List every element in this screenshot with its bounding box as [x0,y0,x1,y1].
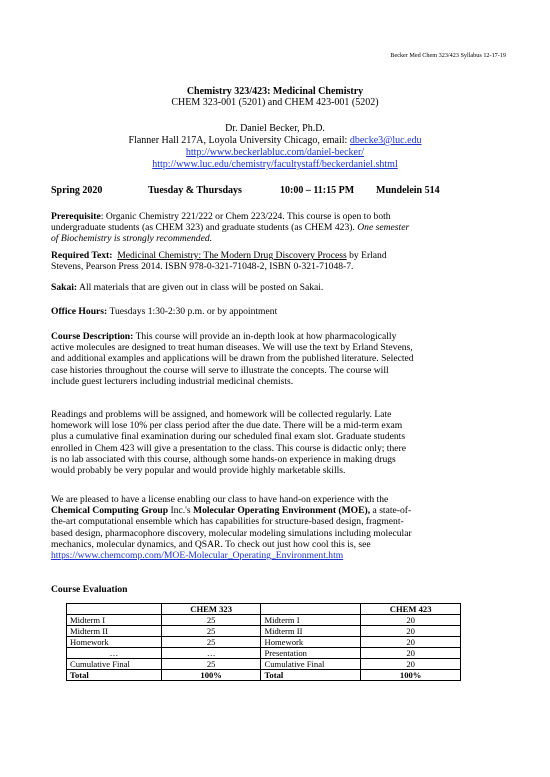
evaluation-table [66,603,461,681]
class-days: Tuesday & Thursdays [148,185,242,196]
instructor-url-2 [0,159,550,170]
table-row: Homework 25 Homework 20 [67,637,461,648]
ccg-name: Chemical Computing Group [51,505,169,517]
evaluation-heading: Course Evaluation [51,584,128,595]
class-time: 10:00 – 11:15 PM [280,185,355,196]
instructor-name: Dr. Daniel Becker, Ph.D. [225,123,325,134]
sakai-label: Sakai: [51,282,78,293]
table-row: Midterm I 25 Midterm I 20 [67,615,461,626]
required-text-label: Required Text: [51,250,113,261]
table-cell [67,604,162,615]
readings-paragraph: Readings and problems will be assigned, and homework will be collected regularly. Late homework will lose 10% per class period after the due date. There will be a mid-term exam plus a cumulative final examination during our scheduled final exam slot. Graduate students enrolled in Chem 423 will give a presentation to the class. This course is didactic only; there is no lab associated with this course, although some hands-on experience in making drugs would probably be very popular and would provide highly marketable skills. [51,409,406,477]
table-cell [261,604,361,615]
moe-name: Molecular Operating Environment (MOE), [193,505,371,517]
instructor-office [0,135,550,146]
class-room: Mundelein 514 [376,185,440,196]
office-hours-section: Office Hours: Tuesdays 1:30-2:30 p.m. or by appointment [51,306,278,317]
required-text-section: Required Text: Medicinal Chemistry: The Modern Drug Discovery Process by Erland Stevens, Pearson Press 2014. ISBN 978-0-321-71048-2, ISBN 0-321-71048-7. [51,250,387,273]
course-description-label: Course Description: [51,331,134,342]
course-description: Course Description: This course will provide an in-depth look at how pharmacologically active molecules are designed to treat human diseases. We will use the text by Erland Stevens, and additional examples and applications will be drawn from the published literature. Selected case histories throughout the course will serve to illustrate the concepts. The course will include guest lecturers including industrial medicinal chemists. [51,331,414,387]
course-sections: CHEM 323-001 (5201) and CHEM 423-001 (5202) [171,97,379,108]
table-row: Cumulative Final 25 Cumulative Final 20 [67,659,461,670]
table-row: Midterm II 25 Midterm II 20 [67,626,461,637]
term: Spring 2020 [51,185,103,196]
prerequisite-section: Prerequisite: Organic Chemistry 221/222 or Chem 223/224. This course is open to both undergraduate students (as CHEM 323) and graduate students (as CHEM 423). One semester of Biochemistry is strongly recommended. [51,211,410,245]
email-link[interactable]: dbecke3@luc.edu [349,135,422,146]
faculty-page-link[interactable]: http://www.luc.edu/chemistry/facultystaff/beckerdaniel.shtml [152,159,398,170]
sakai-section: Sakai: All materials that are given out in class will be posted on Sakai. [51,282,324,293]
instructor-url-1 [0,147,550,158]
chem-323-header: CHEM 323 [161,604,261,615]
table-total-row: Total 100% Total 100% [67,670,461,681]
office-hours-label: Office Hours: [51,306,108,317]
table-row: … … Presentation 20 [67,648,461,659]
lab-website-link[interactable]: http://www.beckerlabluc.com/daniel-becker/ [185,147,365,158]
course-title: Chemistry 323/423: Medicinal Chemistry [186,86,364,97]
chem-423-header: CHEM 423 [361,604,461,615]
moe-link[interactable]: https://www.chemcomp.com/MOE-Molecular_Operating_Environment.htm [51,550,344,562]
header-note: Becker Med Chem 323/423 Syllabus 12-17-19 [390,52,506,59]
office-text: Flanner Hall 217A, Loyola University Chicago, email: [128,135,350,146]
textbook-title: Medicinal Chemistry: The Modern Drug Discovery Process [117,250,347,261]
prerequisite-label: Prerequisite [51,211,101,222]
moe-paragraph: We are pleased to have a license enabling our class to have hand-on experience with the Chemical Computing Group Inc.'s Molecular Operating Environment (MOE), a state-of- the-art computational ensemble which has capabilities for structure-based design, fragment- based design, pharmacophore discovery, molecular modeling simulations including molecular mechanics, molecular dynamics, and QSAR. To check out just how cool this is, see https://www.chemcomp.com/MOE-Molecular_Operating_Environment.htm [51,494,412,562]
table-header-row [67,604,461,615]
